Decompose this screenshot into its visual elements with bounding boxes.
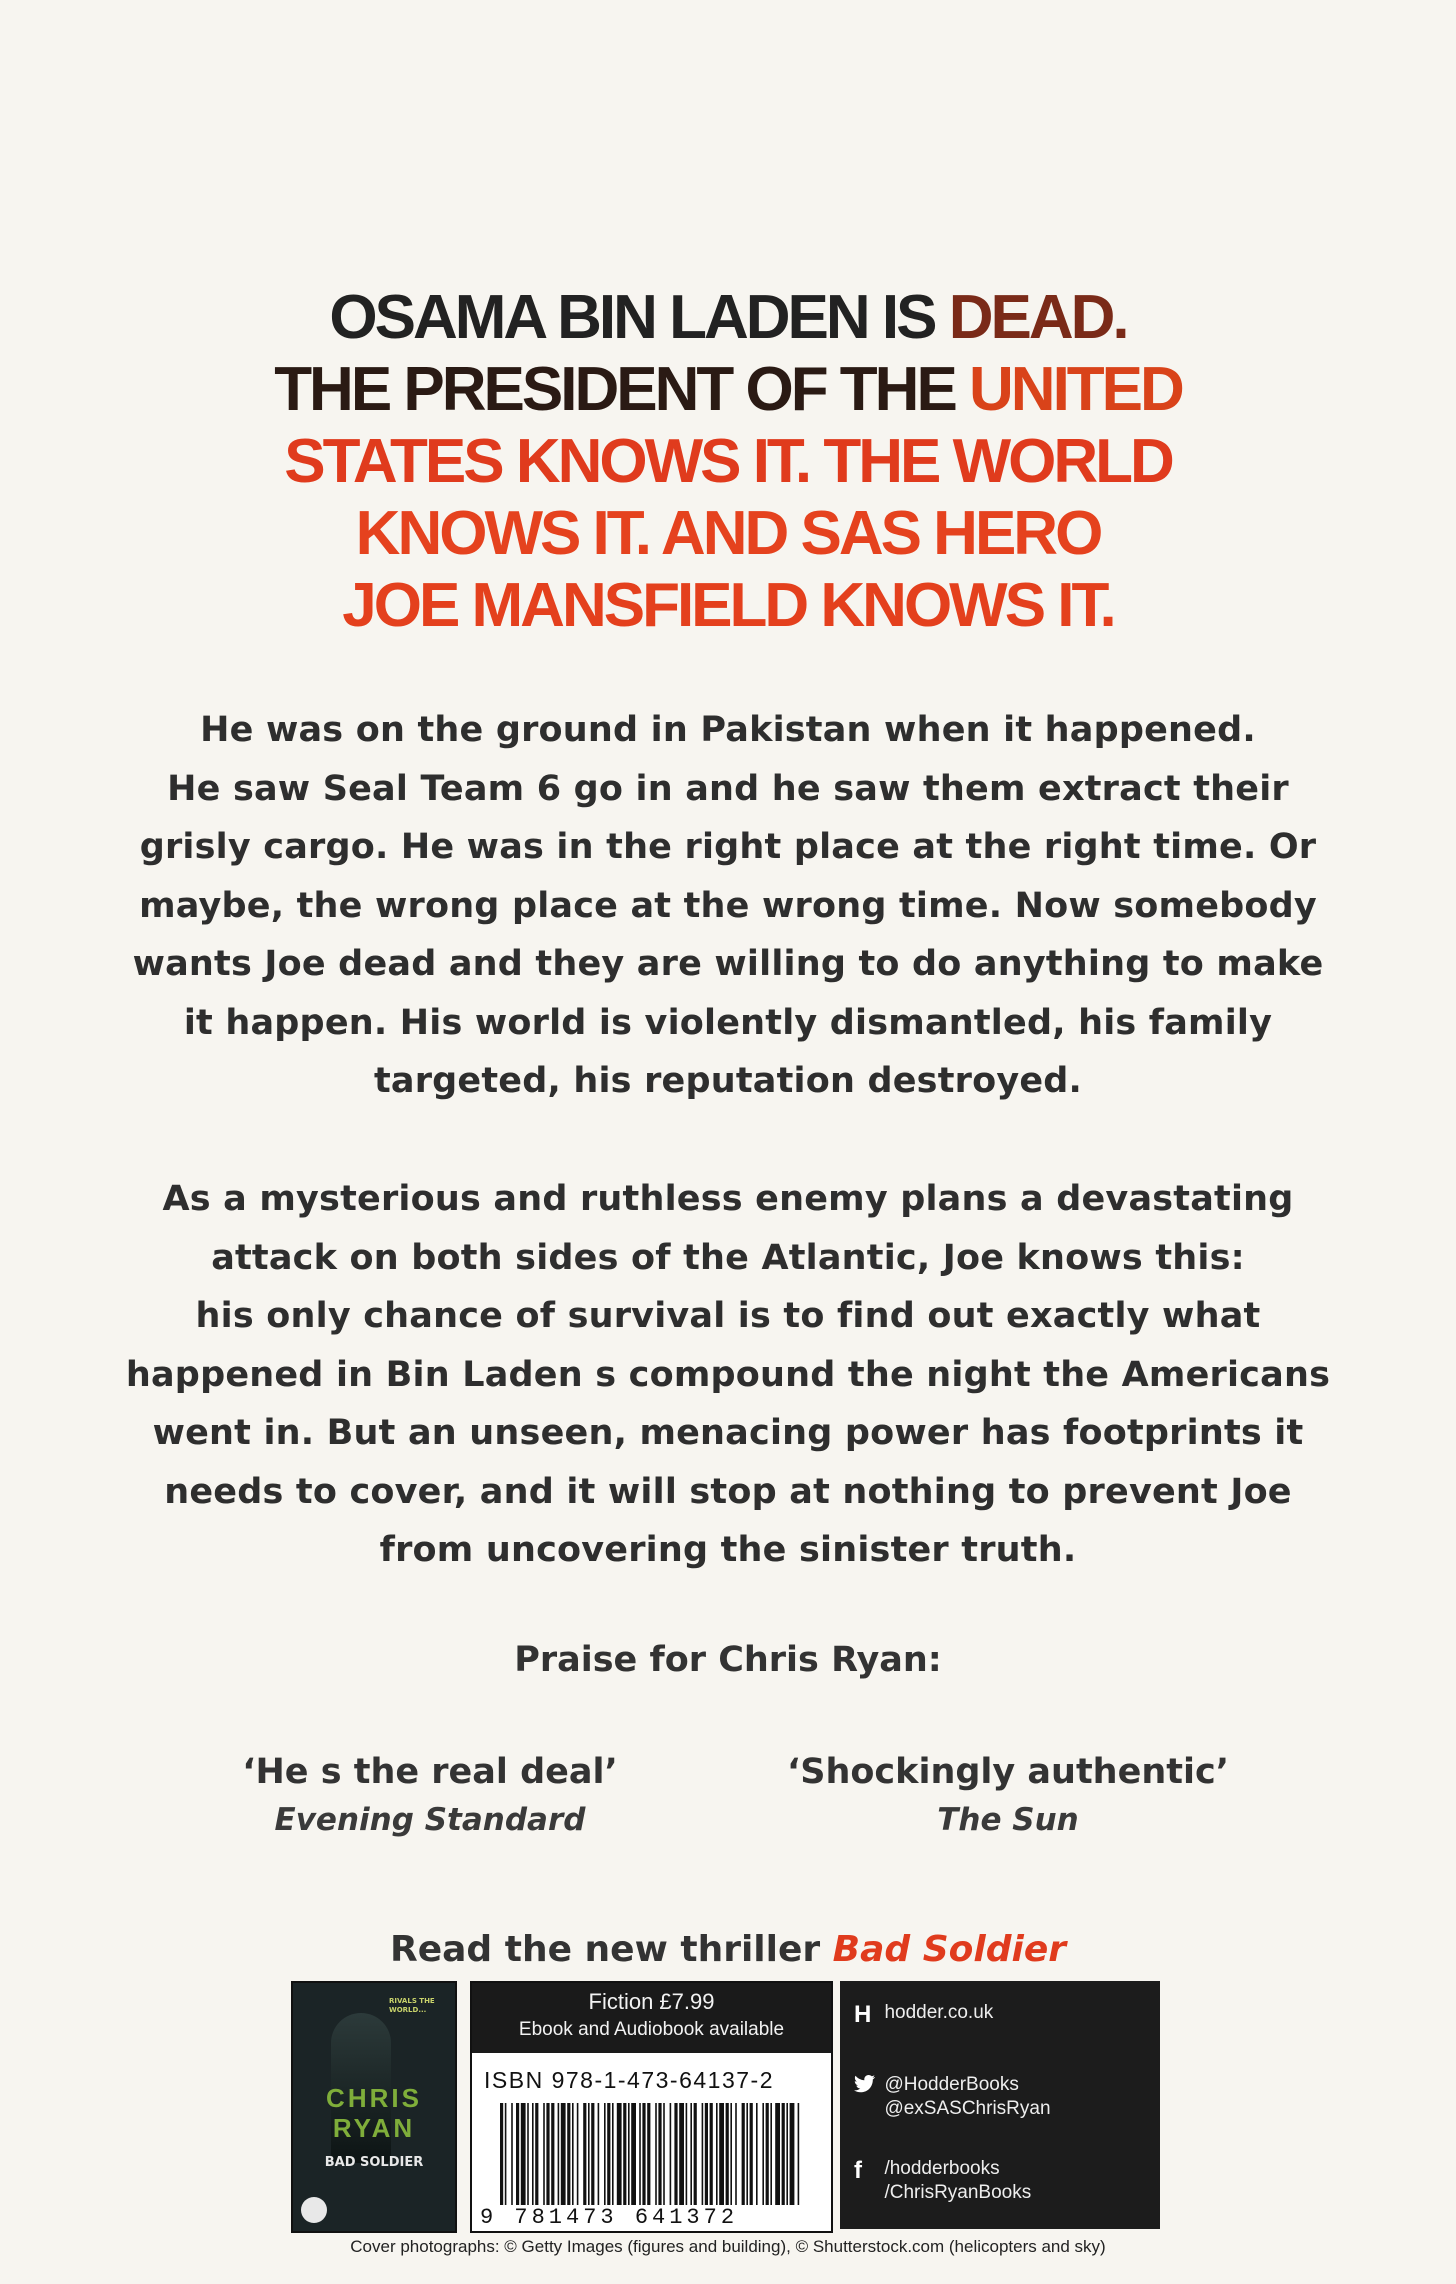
twitter-row: [854, 2073, 1051, 2121]
blurb-line: attack on both sides of the Atlantic, Joe knows this:: [211, 1237, 1245, 1278]
facebook-page[interactable]: /ChrisRyanBooks: [884, 2182, 1032, 2203]
blurb-line: wants Joe dead and they are willing to do anything to make: [132, 944, 1324, 984]
quote-source: The Sun: [937, 1802, 1079, 1838]
quote-source: Evening Standard: [274, 1802, 586, 1838]
isbn-label: ISBN 978-1-473-64137-2: [484, 2067, 774, 2093]
blurb-line: maybe, the wrong place at the wrong time. Now somebody: [139, 885, 1317, 926]
headline-line-4: KNOWS IT. AND SAS HERO: [355, 499, 1101, 568]
book-cover-thumbnail: [291, 1981, 457, 2233]
headline-line-1: OSAMA BIN LADEN IS DEAD.: [329, 283, 1127, 352]
promo-line: [0, 1929, 1456, 1970]
blurb-line: grisly cargo. He was in the right place at the right time. Or: [139, 827, 1317, 867]
blurb-line: happened in Bin Laden s compound the night the Americans: [125, 1354, 1331, 1395]
praise-quote: [748, 1752, 1268, 1838]
price-barcode-box: [470, 1981, 833, 2233]
blurb-line: from uncovering the sinister truth.: [379, 1530, 1077, 1570]
back-cover-headline: [0, 282, 1456, 642]
barcode-digits: 9 781473 641372: [480, 2205, 739, 2230]
headline-line-2: THE PRESIDENT OF THE UNITED: [274, 355, 1182, 424]
twitter-bird-icon: [854, 2073, 880, 2101]
twitter-handle[interactable]: @exSASChrisRyan: [884, 2098, 1051, 2119]
facebook-row: [854, 2157, 1031, 2205]
twitter-handles: [884, 2073, 1050, 2121]
blurb-line: He was on the ground in Pakistan when it happened.: [200, 710, 1256, 750]
website-row: [854, 2001, 993, 2029]
facebook-icon: f: [854, 2157, 862, 2184]
blurb-paragraph-2: [90, 1170, 1366, 1580]
cover-title: BAD SOLDIER: [324, 2155, 424, 2170]
quote-text: ‘He s the real deal’: [242, 1752, 618, 1792]
quote-text: ‘Shockingly authentic’: [786, 1752, 1230, 1792]
promo-prefix: Read the new thriller: [390, 1929, 833, 1970]
facebook-page[interactable]: /hodderbooks: [884, 2158, 1000, 2179]
price-label: Fiction £7.99: [588, 1989, 715, 2014]
facebook-pages: [884, 2157, 1031, 2205]
blurb-line: it happen. His world is violently dismantled, his family: [183, 1002, 1273, 1043]
website-link[interactable]: hodder.co.uk: [884, 2002, 994, 2023]
price-header: [472, 1983, 831, 2053]
cover-tagline: RIVALS THE WORLD...: [389, 1997, 435, 2014]
praise-heading: Praise for Chris Ryan:: [514, 1640, 942, 1680]
barcode-icon: [500, 2103, 800, 2205]
formats-label: Ebook and Audiobook available: [518, 2019, 785, 2040]
blurb-line: needs to cover, and it will stop at nothing to prevent Joe: [164, 1471, 1292, 1512]
blurb-line: He saw Seal Team 6 go in and he saw them extract their: [167, 768, 1289, 809]
publisher-contact-box: [840, 1981, 1160, 2229]
blurb-line: his only chance of survival is to find out exactly what: [195, 1296, 1261, 1336]
headline-line-5: JOE MANSFIELD KNOWS IT.: [342, 571, 1114, 640]
twitter-handle[interactable]: @HodderBooks: [884, 2074, 1019, 2095]
headline-line-3: STATES KNOWS IT. THE WORLD: [284, 427, 1172, 496]
praise-quote: [170, 1752, 690, 1838]
photo-credits: Cover photographs: © Getty Images (figures and building), © Shutterstock.com (helicopters and sky): [350, 2237, 1106, 2256]
promo-book-title: Bad Soldier: [832, 1929, 1066, 1970]
cover-author: CHRIS RYAN: [326, 2083, 422, 2143]
blurb-paragraph-1: [90, 701, 1366, 1111]
blurb-line: targeted, his reputation destroyed.: [373, 1061, 1083, 1101]
hodder-logo-icon: H: [854, 2001, 872, 2028]
blurb-line: As a mysterious and ruthless enemy plans a devastating: [162, 1179, 1294, 1219]
blurb-line: went in. But an unseen, menacing power has footprints it: [152, 1413, 1304, 1453]
cover-badge-icon: [301, 2197, 327, 2223]
